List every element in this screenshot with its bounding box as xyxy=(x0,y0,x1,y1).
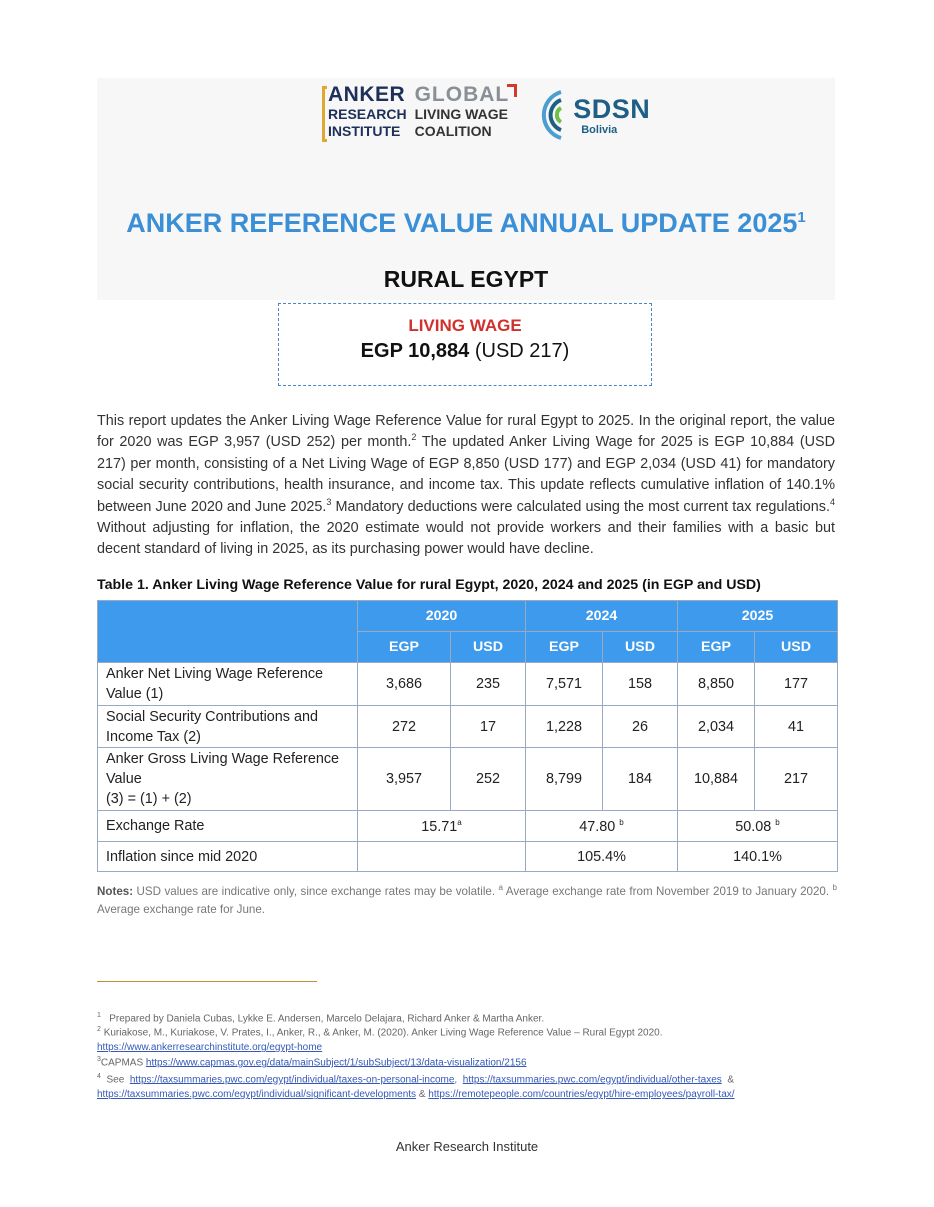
table-cell: 3,686 xyxy=(358,663,451,706)
footnote-divider xyxy=(97,981,317,982)
table-row xyxy=(98,706,838,748)
footnote-link[interactable]: https://remotepeople.com/countries/egypt/hire-employees/payroll-tax/ xyxy=(428,1089,735,1101)
footnote-link[interactable]: https://www.capmas.gov.eg/data/mainSubject/1/subSubject/13/data-visualization/2156 xyxy=(145,1057,527,1069)
page-title-text: ANKER REFERENCE VALUE ANNUAL UPDATE 2025 xyxy=(126,208,798,238)
notes-text-1: USD values are indicative only, since exchange rates may be volatile. xyxy=(133,884,499,898)
exchange-2025 xyxy=(678,811,838,842)
inflation-2020 xyxy=(358,842,526,872)
notes-label: Notes: xyxy=(97,884,134,898)
page-title xyxy=(97,208,835,239)
footnote-amp: & xyxy=(418,1089,426,1101)
sdsn-arcs-icon xyxy=(531,86,571,144)
table-row-inflation xyxy=(98,842,838,872)
table-cell: 8,850 xyxy=(678,663,755,706)
row-label: Social Security Contributions and Income Tax (2) xyxy=(98,706,358,748)
intro-text-3: Mandatory deductions were calculated using the most current tax regulations. xyxy=(331,498,830,515)
currency-header: USD xyxy=(603,632,678,663)
anker-logo-bracket xyxy=(322,86,327,142)
living-wage-label: LIVING WAGE xyxy=(408,316,522,335)
footnote-number: 1 xyxy=(97,1012,101,1019)
intro-footnote-ref-3: 3 xyxy=(326,496,332,507)
intro-text-1: This report updates the Anker Living Wage Reference Value for rural Egypt to 2025. In the original report, the value for 2020 was EGP 3,957 (USD 252) per month. xyxy=(97,413,835,451)
table-cell: 177 xyxy=(755,663,838,706)
year-header-2024: 2024 xyxy=(526,601,678,632)
anker-logo-line2: RESEARCH xyxy=(328,106,407,122)
intro-text-2: The updated Anker Living Wage for 2025 is EGP 10,884 (USD 217) per month, consisting of a Net Living Wage of EGP 8,850 (USD 177) and EGP 2,034 (USD 41) for mandatory social security contributions, health insurance, and income tax. This update reflects cumulative inflation of 140.1% between June 2020 and June 2025. xyxy=(97,434,835,515)
currency-header: USD xyxy=(451,632,526,663)
footnote-number: 4 xyxy=(97,1073,101,1080)
page-subtitle: RURAL EGYPT xyxy=(383,266,549,292)
footnote-number: 2 xyxy=(97,1026,101,1033)
living-wage-box xyxy=(278,303,652,386)
footnote-text: Kuriakose, M., Kuriakose, V. Prates, I., Anker, R., & Anker, M. (2020). Anker Living Wage Reference Value – Rural Egypt 2020. xyxy=(103,1027,663,1039)
footnote-text: CAPMAS xyxy=(100,1057,144,1069)
footnote-3 xyxy=(97,1052,837,1070)
intro-footnote-ref-4: 4 xyxy=(829,496,835,507)
row-label: Inflation since mid 2020 xyxy=(98,842,358,872)
footnote-2 xyxy=(97,1022,837,1055)
anker-logo-line1: ANKER xyxy=(328,83,406,106)
footnote-link[interactable]: https://taxsummaries.pwc.com/egypt/individual/taxes-on-personal-income xyxy=(129,1074,455,1086)
intro-footnote-ref-2: 2 xyxy=(411,432,417,443)
currency-header: USD xyxy=(755,632,838,663)
table-corner-header xyxy=(98,601,358,663)
footnote-link[interactable]: https://taxsummaries.pwc.com/egypt/individual/significant-developments xyxy=(97,1089,417,1101)
currency-header: EGP xyxy=(358,632,451,663)
year-header-2020: 2020 xyxy=(358,601,526,632)
glwc-logo-line1: GLOBAL xyxy=(414,83,510,106)
table-cell: 41 xyxy=(755,706,838,748)
page-footer: Anker Research Institute xyxy=(395,1139,539,1154)
currency-header: EGP xyxy=(526,632,603,663)
table-row-exchange xyxy=(98,811,838,842)
glwc-logo-corner xyxy=(507,84,517,97)
glwc-logo-line2: LIVING WAGE xyxy=(414,106,508,122)
footnote-link[interactable]: https://www.ankerresearchinstitute.org/egypt-home xyxy=(97,1042,323,1054)
intro-text-4: Without adjusting for inflation, the 2020 estimate would not provide workers and their families with a basic but decent standard of living in 2025, as its purchasing power would have decline. xyxy=(97,520,835,558)
table-cell: 184 xyxy=(603,748,678,811)
notes-text-3: Average exchange rate for June. xyxy=(97,902,266,916)
living-wage-amount xyxy=(279,340,651,363)
living-wage-usd: (USD 217) xyxy=(474,340,570,362)
currency-header: EGP xyxy=(678,632,755,663)
row-label: Anker Net Living Wage Reference Value (1) xyxy=(98,663,358,706)
logo-row xyxy=(322,84,650,146)
table-cell: 3,957 xyxy=(358,748,451,811)
table-cell: 158 xyxy=(603,663,678,706)
row-label-formula: (3) = (1) + (2) xyxy=(106,791,192,807)
table-cell: 7,571 xyxy=(526,663,603,706)
exchange-2024-value: 47.80 xyxy=(579,818,616,835)
exchange-2020 xyxy=(358,811,526,842)
exchange-2025-value: 50.08 xyxy=(735,818,772,835)
row-label: Exchange Rate xyxy=(98,811,358,842)
title-footnote-ref: 1 xyxy=(797,209,806,226)
intro-paragraph xyxy=(97,411,835,561)
table-notes xyxy=(97,879,837,919)
exchange-2024-note: b xyxy=(619,817,624,827)
exchange-2020-value: 15.71 xyxy=(421,818,458,835)
table-cell: 26 xyxy=(603,706,678,748)
notes-text-2: Average exchange rate from November 2019 to January 2020. xyxy=(502,884,833,898)
living-wage-table xyxy=(97,600,838,872)
inflation-2025: 140.1% xyxy=(678,842,838,872)
anker-logo-line3: INSTITUTE xyxy=(328,123,401,139)
footnote-4: $^4$ See https://taxsummaries.pwc.com/egypt/individual/taxes-on-personal-income, https://taxsummaries.pwc.com/egypt/individual/other-taxes & https://taxsummaries.pwc.com/egypt/individual/significant-developments & https://remotepeople.com/countries/egypt/hire-employees/payroll-tax/ xyxy=(97,1073,735,1101)
row-label-text: Anker Gross Living Wage Reference Value xyxy=(106,751,340,787)
table-cell: 2,034 xyxy=(678,706,755,748)
table-cell: 252 xyxy=(451,748,526,811)
table-cell: 10,884 xyxy=(678,748,755,811)
table-row xyxy=(98,748,838,811)
exchange-2020-note: a xyxy=(457,817,462,827)
notes-sup-a: a xyxy=(498,883,503,892)
year-header-2025: 2025 xyxy=(678,601,838,632)
notes-sup-b: b xyxy=(832,883,837,892)
table-row xyxy=(98,663,838,706)
table-caption: Table 1. Anker Living Wage Reference Value for rural Egypt, 2020, 2024 and 2025 (in EGP and USD) xyxy=(97,577,761,593)
table-cell: 17 xyxy=(451,706,526,748)
footnote-link[interactable]: https://taxsummaries.pwc.com/egypt/individual/other-taxes xyxy=(462,1074,722,1086)
glwc-logo xyxy=(415,84,518,140)
table-cell: 235 xyxy=(451,663,526,706)
row-label xyxy=(98,748,358,811)
table-cell: 8,799 xyxy=(526,748,603,811)
footnote-text: See xyxy=(106,1074,125,1086)
inflation-2024: 105.4% xyxy=(526,842,678,872)
footnote-number: 3 xyxy=(97,1056,101,1063)
sdsn-logo-sub: Bolivia xyxy=(581,124,618,136)
exchange-2025-note: b xyxy=(775,817,780,827)
exchange-2024 xyxy=(526,811,678,842)
glwc-logo-line3: COALITION xyxy=(414,123,492,139)
sdsn-logo-name: SDSN xyxy=(573,94,651,124)
living-wage-egp: EGP 10,884 xyxy=(360,340,470,362)
footnote-text: Prepared by Daniela Cubas, Lykke E. Andersen, Marcelo Delajara, Richard Anker & Martha Anker. xyxy=(109,1013,545,1025)
table-cell: 217 xyxy=(755,748,838,811)
sdsn-logo xyxy=(531,86,650,144)
table-cell: 272 xyxy=(358,706,451,748)
table-cell: 1,228 xyxy=(526,706,603,748)
footnote-amp: & xyxy=(727,1074,734,1086)
anker-logo xyxy=(322,84,407,140)
